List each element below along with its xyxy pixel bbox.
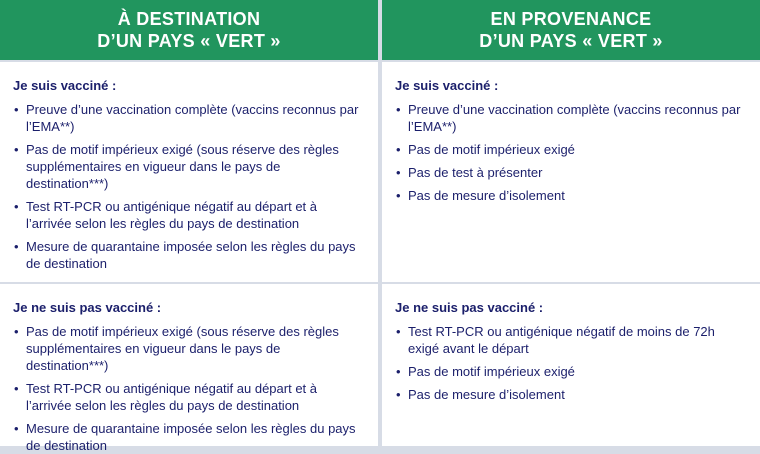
list-item-text: Pas de test à présenter [408, 165, 543, 180]
header-provenance-line2: D’UN PAYS « VERT » [479, 31, 663, 51]
list-item [13, 101, 364, 135]
bullet-icon: • [14, 239, 19, 254]
header-destination [0, 0, 378, 60]
cell-title: Je ne suis pas vacciné : [395, 300, 544, 315]
bullet-icon: • [14, 421, 19, 436]
bullet-icon: • [396, 324, 401, 339]
list-item-text: Pas de mesure d’isolement [408, 387, 565, 402]
list-item-text: Preuve d’une vaccination complète (vaccins reconnus par l’EMA**) [26, 102, 359, 134]
list-item [395, 386, 746, 403]
list-item [13, 323, 364, 374]
bullet-icon: • [396, 165, 401, 180]
bullet-icon: • [396, 188, 401, 203]
rule-list [13, 323, 364, 454]
list-item [395, 363, 746, 380]
list-item-text: Pas de motif impérieux exigé [408, 364, 575, 379]
cell-provenance-vaccinated [382, 62, 760, 282]
rule-list [395, 101, 746, 204]
list-item [13, 238, 364, 272]
list-item [395, 141, 746, 158]
rule-list [395, 323, 746, 403]
list-item-text: Preuve d’une vaccination complète (vaccins reconnus par l’EMA**) [408, 102, 741, 134]
cell-title: Je suis vacciné : [13, 78, 117, 93]
header-provenance-line1: EN PROVENANCE [490, 9, 652, 29]
bullet-icon: • [14, 199, 19, 214]
cell-title: Je suis vacciné : [395, 78, 499, 93]
list-item-text: Pas de motif impérieux exigé (sous réserve des règles supplémentaires en vigueur dans le pays de destination***) [26, 324, 339, 373]
list-item-text: Pas de motif impérieux exigé (sous réserve des règles supplémentaires en vigueur dans le pays de destination***) [26, 142, 339, 191]
bullet-icon: • [14, 381, 19, 396]
cell-destination-unvaccinated [0, 284, 378, 453]
header-destination-line2: D’UN PAYS « VERT » [97, 31, 281, 51]
cell-title: Je ne suis pas vacciné : [13, 300, 162, 315]
cell-destination-vaccinated [0, 62, 378, 282]
list-item [13, 420, 364, 454]
bullet-icon: • [396, 364, 401, 379]
bullet-icon: • [396, 142, 401, 157]
bullet-icon: • [396, 102, 401, 117]
list-item-text: Mesure de quarantaine imposée selon les règles du pays de destination [26, 239, 356, 271]
bullet-icon: • [14, 102, 19, 117]
bullet-icon: • [14, 142, 19, 157]
bullet-icon: • [14, 324, 19, 339]
list-item [395, 164, 746, 181]
header-provenance [382, 0, 760, 60]
list-item [13, 141, 364, 192]
list-item-text: Test RT-PCR ou antigénique négatif au départ et à l’arrivée selon les règles du pays de destination [26, 381, 318, 413]
list-item [13, 198, 364, 232]
header-destination-line1: À DESTINATION [117, 9, 261, 29]
bullet-icon: • [396, 387, 401, 402]
cell-provenance-unvaccinated [382, 284, 760, 446]
list-item [395, 101, 746, 135]
list-item [395, 323, 746, 357]
list-item-text: Pas de motif impérieux exigé [408, 142, 575, 157]
rule-list [13, 101, 364, 272]
list-item-text: Test RT-PCR ou antigénique négatif de moins de 72h exigé avant le départ [408, 324, 715, 356]
list-item-text: Test RT-PCR ou antigénique négatif au départ et à l’arrivée selon les règles du pays de destination [26, 199, 318, 231]
list-item [13, 380, 364, 414]
list-item-text: Pas de mesure d’isolement [408, 188, 565, 203]
list-item [395, 187, 746, 204]
list-item-text: Mesure de quarantaine imposée selon les règles du pays de destination [26, 421, 356, 453]
